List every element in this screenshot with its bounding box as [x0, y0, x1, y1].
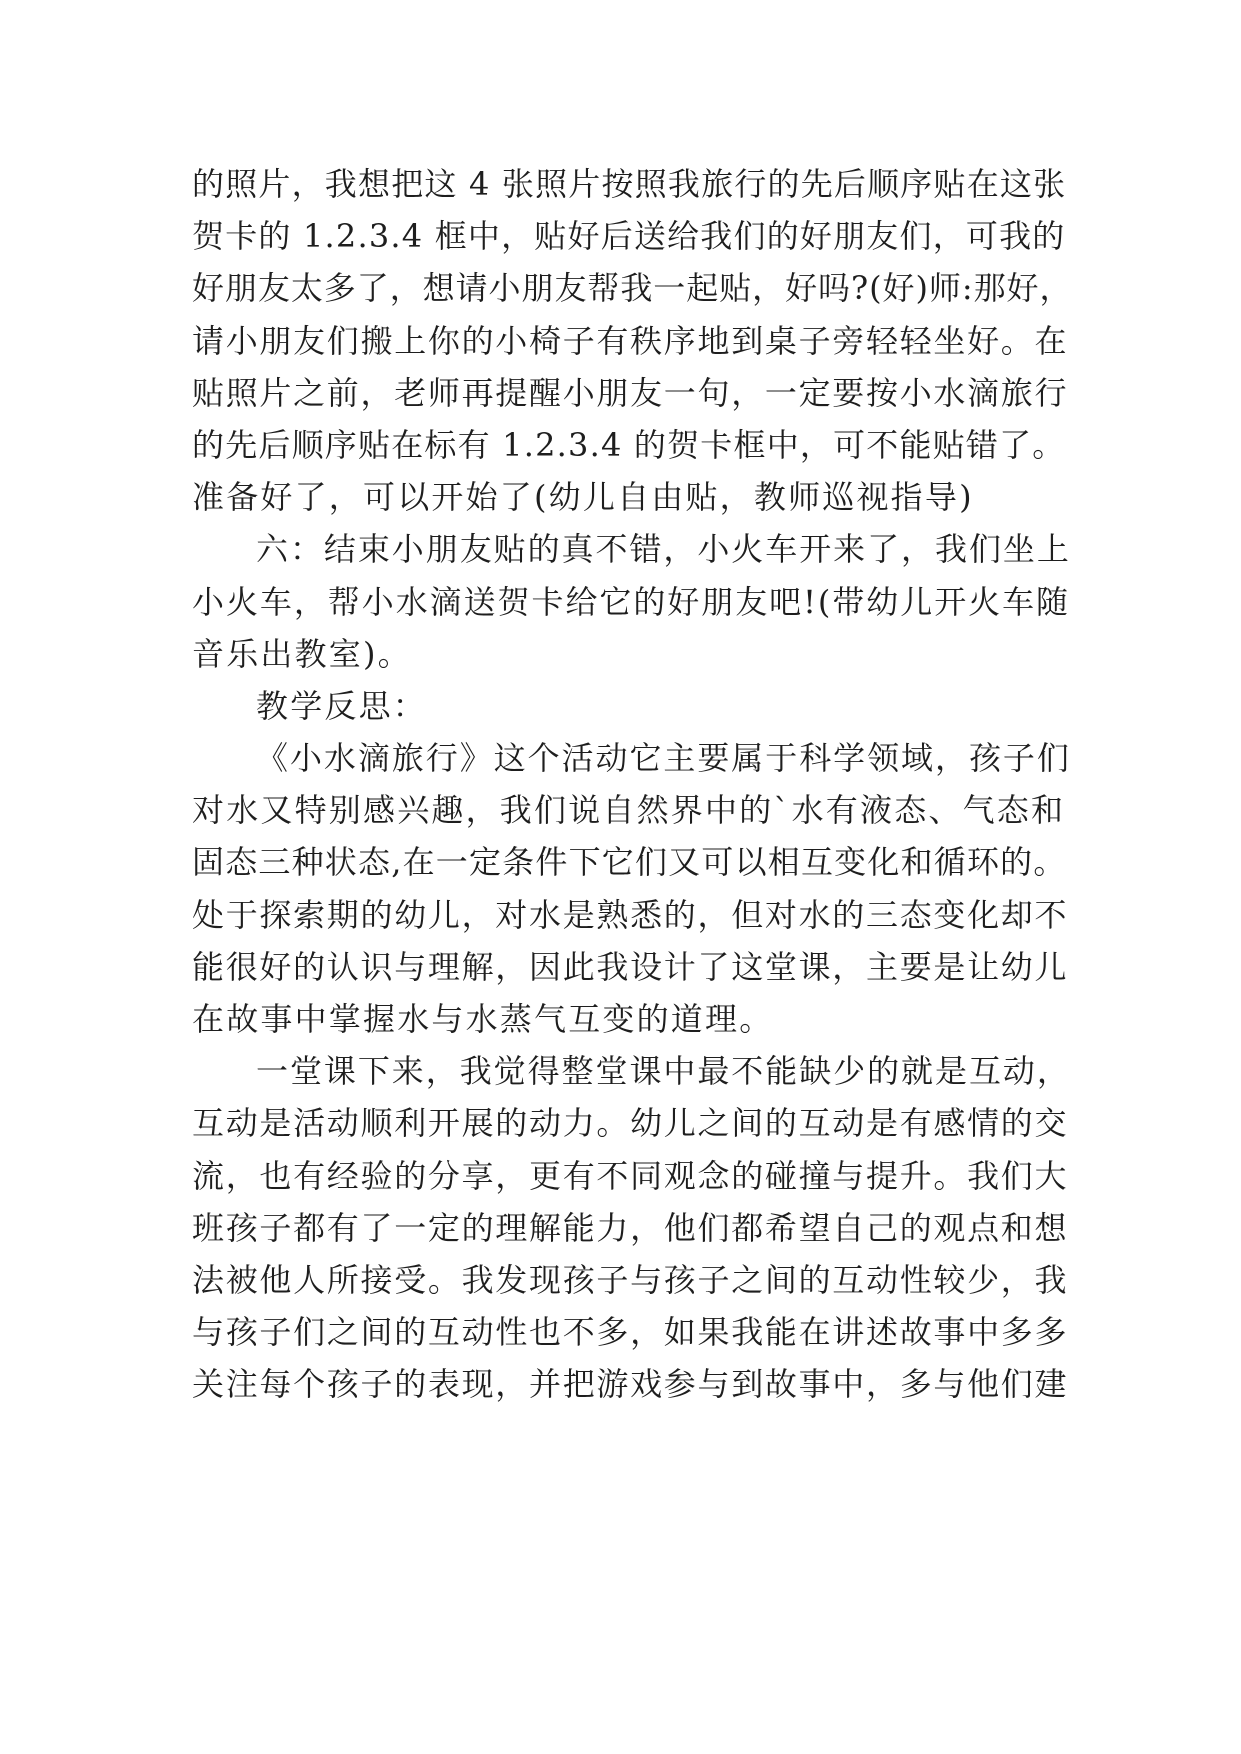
text-line: 固态三种状态,在一定条件下它们又可以相互变化和循环的。	[192, 843, 1067, 882]
text-line: 贴照片之前，老师再提醒小朋友一句，一定要按小水滴旅行	[192, 373, 1069, 412]
text-line: 能很好的认识与理解，因此我设计了这堂课，主要是让幼儿	[192, 947, 1069, 986]
text-line: 处于探索期的幼儿，对水是熟悉的，但对水的三态变化却不	[192, 895, 1069, 934]
section-heading: 教学反思：	[256, 686, 428, 725]
text-line: 的先后顺序贴在标有 1.2.3.4 的贺卡框中，可不能贴错了。	[192, 425, 1066, 464]
text-line: 贺卡的 1.2.3.4 框中，贴好后送给我们的好朋友们，可我的	[192, 217, 1066, 256]
text-line: 好朋友太多了，想请小朋友帮我一起贴，好吗?(好)师:那好，	[192, 269, 1073, 308]
paragraph-start-line: 一堂课下来，我觉得整堂课中最不能缺少的就是互动，	[256, 1052, 1071, 1091]
text-line: 法被他人所接受。我发现孩子与孩子之间的互动性较少，我	[192, 1260, 1069, 1299]
text-line: 小火车，帮小水滴送贺卡给它的好朋友吧!(带幼儿开火车随	[192, 582, 1070, 621]
text-line: 互动是活动顺利开展的动力。幼儿之间的互动是有感情的交	[192, 1104, 1069, 1143]
text-line: 对水又特别感兴趣，我们说自然界中的`水有液态、气态和	[192, 791, 1066, 830]
paragraph-start-line: 六：结束小朋友贴的真不错，小火车开来了，我们坐上	[256, 530, 1071, 569]
text-line: 与孩子们之间的互动性也不多，如果我能在讲述故事中多多	[192, 1313, 1069, 1352]
text-line: 关注每个孩子的表现，并把游戏参与到故事中，多与他们建	[192, 1365, 1069, 1404]
text-line: 的照片，我想把这 4 张照片按照我旅行的先后顺序贴在这张	[192, 165, 1067, 203]
paragraph-start-line: 《小水滴旅行》这个活动它主要属于科学领域，孩子们	[256, 739, 1071, 778]
text-line: 在故事中掌握水与水蒸气互变的道理。	[192, 1000, 774, 1038]
text-line: 班孩子都有了一定的理解能力，他们都希望自己的观点和想	[192, 1208, 1069, 1247]
text-line: 请小朋友们搬上你的小椅子有秩序地到桌子旁轻轻坐好。在	[192, 321, 1069, 360]
document-body	[192, 158, 1072, 1411]
text-line: 准备好了，可以开始了(幼儿自由贴，教师巡视指导)	[192, 478, 974, 517]
text-line: 流，也有经验的分享，更有不同观念的碰撞与提升。我们大	[192, 1156, 1069, 1195]
text-line: 音乐出教室)。	[192, 634, 412, 673]
